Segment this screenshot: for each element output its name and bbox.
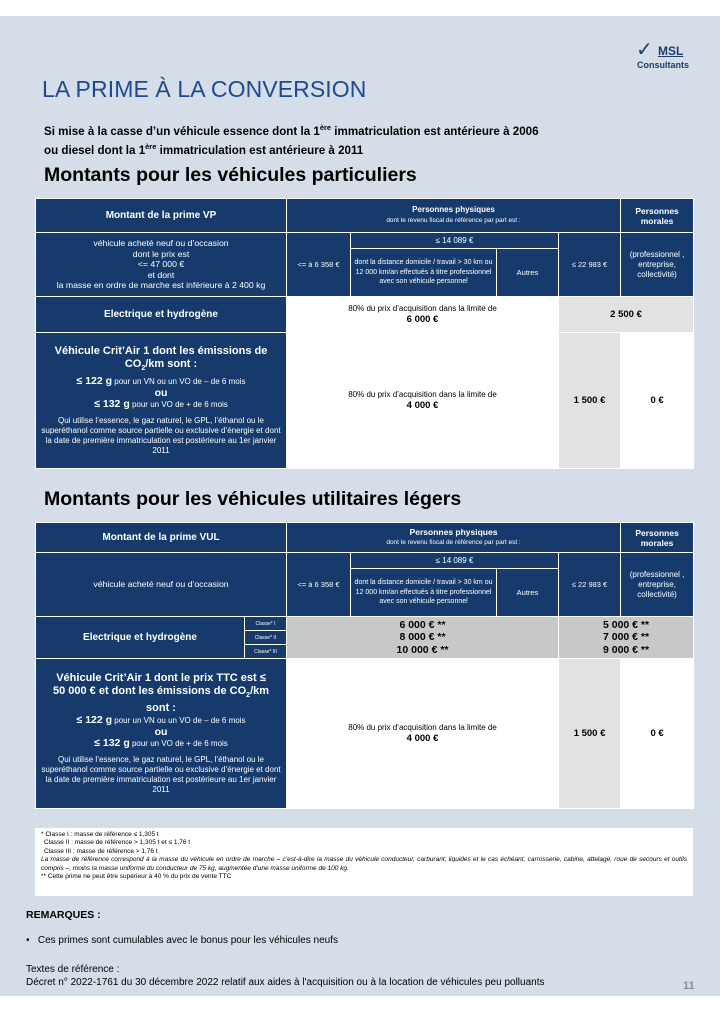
vp-elec-value: 80% du prix d’acquisition dans la limite de 6 000 €	[287, 297, 559, 333]
references	[26, 964, 686, 989]
vul-crit-zero: 0 €	[621, 659, 694, 809]
page-title: LA PRIME À LA CONVERSION	[42, 76, 367, 102]
vul-morales-header: Personnes morales	[621, 523, 694, 553]
vp-income-2: ≤ 14 089 €	[351, 233, 559, 249]
vp-crit-autres: 1 500 €	[559, 333, 621, 469]
logo-name: MSL	[658, 44, 684, 58]
vp-phys-header: Personnes physiques dont le revenu fiscal de référence par part est :	[287, 199, 621, 233]
vp-table	[35, 198, 694, 469]
vul-class-3: Classe* III	[245, 645, 287, 659]
vp-income-3: ≤ 22 983 €	[559, 233, 621, 297]
vp-morales-header: Personnes morales	[621, 199, 694, 233]
vul-header-label: Montant de la prime VUL	[36, 523, 287, 553]
vul-income-2b: Autres	[497, 569, 559, 617]
vul-class-2: Classe* II	[245, 631, 287, 645]
vp-header-label: Montant de la prime VP	[36, 199, 287, 233]
vul-table	[35, 522, 694, 809]
note-class-1: * Classe I : masse de référence ≤ 1,305 t	[41, 831, 159, 838]
vul-elec-phys: 6 000 € ** 8 000 € ** 10 000 € **	[287, 617, 559, 659]
vul-elec-label: Electrique et hydrogène	[36, 617, 245, 659]
vul-income-1: <= à 6 358 €	[287, 553, 351, 617]
note-cap: ** Cette prime ne peut être supérieur à 40 % du prix de vente TTC	[41, 873, 232, 881]
check-icon: ✓	[636, 39, 653, 61]
vp-elec-label: Electrique et hydrogène	[36, 297, 287, 333]
vp-crit-zero: 0 €	[621, 333, 694, 469]
vp-crit-value: 80% du prix d’acquisition dans la limite de 4 000 €	[287, 333, 559, 469]
vp-income-2a: dont la distance domicile / travail > 30 km ou 12 000 km/an effectués à titre professionnel avec son véhicule personnel	[351, 249, 497, 297]
msl-logo	[636, 40, 700, 76]
condition-text: Si mise à la casse d’un véhicule essence dont la 1ère immatriculation est antérieure à 2006 ou diesel dont la 1ère immatriculation est antérieure à 2011	[44, 123, 539, 157]
vul-phys-header: Personnes physiques dont le revenu fiscal de référence par part est :	[287, 523, 621, 553]
refs-title: Textes de référence :	[26, 964, 120, 975]
vul-income-2a: dont la distance domicile / travail > 30 km ou 12 000 km/an effectués à titre professionnel avec son véhicule personnel	[351, 569, 497, 617]
logo-sub: Consultants	[637, 60, 690, 70]
vul-income-2: ≤ 14 089 €	[351, 553, 559, 569]
vul-class-1: Classe* I	[245, 617, 287, 631]
footnotes	[35, 828, 693, 896]
bullet-icon: •	[26, 935, 30, 946]
vul-income-3: ≤ 22 983 €	[559, 553, 621, 617]
vp-elec-other: 2 500 €	[559, 297, 694, 333]
vul-desc: véhicule acheté neuf ou d’occasion	[36, 553, 287, 617]
note-mass: La masse de référence correspond à la masse du véhicule en ordre de marche – c’est-à-dire la masse du véhicule conducteur, carburant, liquides et le cas échéant, carrosserie, cabine, attelage, roue de secours et outils compris –, moins la masse uniforme du conducteur de 75 kg, augmentée d’une masse uniforme de 100 kg.	[41, 856, 687, 872]
refs-text: Décret n° 2022-1761 du 30 décembre 2022 relatif aux aides à l'acquisition ou à la location de véhicules peu polluants	[26, 976, 545, 988]
page-number: 11	[683, 980, 695, 992]
remarque-item: • Ces primes sont cumulables avec le bonus pour les véhicules neufs	[26, 935, 339, 946]
vp-desc: véhicule acheté neuf ou d’occasion dont le prix est <= 47 000 € et dont la masse en ordre de marche est inférieure à 2 400 kg	[36, 233, 287, 297]
vul-crit-value: 80% du prix d’acquisition dans la limite de 4 000 €	[287, 659, 559, 809]
slide	[0, 16, 720, 996]
vp-heading: Montants pour les véhicules particuliers	[44, 164, 417, 186]
vp-morales-desc: (professionnel , entreprise, collectivité)	[621, 233, 694, 297]
vul-crit-desc: Véhicule Crit’Air 1 dont le prix TTC est ≤ 50 000 € et dont les émissions de $CO_2/km$ sont : ≤ 122 g pour un VN ou un VO de – de 6 mois ou ≤ 132 g pour un VO de + de 6 mois Qui utilise l’essence, le gaz naturel, le GPL, l’éthanol ou le superéthanol comme source partielle ou exclusive d’énergie et dont la date de première immatriculation est postérieure au 1er janvier 2011	[36, 659, 287, 809]
note-class-2: Classe II : masse de référence > 1,305 t et ≤ 1,76 t	[44, 839, 191, 847]
vul-elec-other: 5 000 € ** 7 000 € ** 9 000 € **	[559, 617, 694, 659]
vp-income-1: <= à 6 358 €	[287, 233, 351, 297]
vp-crit-desc: Véhicule Crit’Air 1 dont les émissions de $CO_2/km$ sont : ≤ 122 g pour un VN ou un VO de – de 6 mois ou ≤ 132 g pour un VO de + de 6 mois Qui utilise l’essence, le gaz naturel, le GPL, l’éthanol ou le superéthanol comme source partielle ou exclusive d’énergie et dont la date de première immatriculation est postérieure au 1er janvier 2011	[36, 333, 287, 469]
note-class-3: Classe III : masse de référence > 1,76 t	[44, 847, 158, 855]
remarques-heading: REMARQUES :	[26, 909, 101, 921]
vul-morales-desc: (professionnel , entreprise, collectivité)	[621, 553, 694, 617]
vul-heading: Montants pour les véhicules utilitaires légers	[44, 488, 462, 510]
vp-income-2b: Autres	[497, 249, 559, 297]
vul-crit-autres: 1 500 €	[559, 659, 621, 809]
